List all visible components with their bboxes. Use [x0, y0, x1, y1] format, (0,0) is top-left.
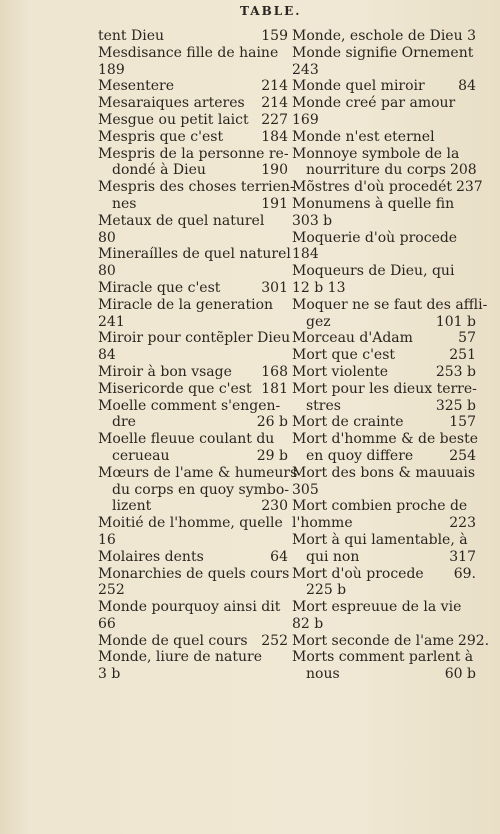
index-entry [98, 398, 288, 432]
entry-text-continued: qui non [306, 548, 360, 565]
page-reference: 251 [449, 347, 476, 364]
index-entry [292, 431, 479, 465]
index-entry [292, 632, 490, 650]
index-entry [292, 381, 476, 415]
entry-text: Mort des bons & mauuais [292, 464, 476, 481]
entry-text: Morceau d'Adam [292, 330, 413, 347]
entry-text: Miracle de la generation [98, 296, 274, 313]
entry-text: Metaux de quel naturel [98, 212, 265, 229]
entry-text: Moquerie d'où procede [292, 229, 458, 246]
index-entry [98, 566, 288, 600]
index-entry [98, 95, 288, 112]
entry-text-continued: 12 b 13 [292, 279, 346, 296]
page-header: TABLE. [240, 4, 302, 18]
index-entry [98, 146, 288, 180]
entry-text-continued: nes [112, 195, 137, 212]
index-entry [292, 498, 476, 532]
entry-text-continued: 16 [98, 531, 116, 548]
entry-text-continued: stres [306, 397, 341, 414]
entry-text: Molaires dents [98, 548, 204, 565]
index-entry [292, 146, 476, 180]
index-entry [98, 179, 295, 213]
index-entry [292, 45, 476, 79]
index-entry [292, 263, 476, 297]
index-entry [98, 246, 291, 280]
entry-text: tent Dieu [98, 28, 165, 44]
page-reference: 159 [261, 28, 288, 44]
index-entry [292, 129, 476, 146]
entry-text-continued: 305 [292, 481, 319, 498]
entry-text: Miracle que c'est [98, 279, 221, 296]
entry-text: lizent [112, 498, 152, 515]
index-entry [292, 649, 476, 683]
entry-text-continued: 241 [98, 313, 125, 330]
index-entry [98, 213, 288, 247]
index-entry [98, 330, 291, 364]
entry-text: Moqueurs de Dieu, qui [292, 263, 455, 280]
entry-text: Mineraílles de quel naturel [98, 246, 291, 263]
index-entry [292, 95, 476, 129]
entry-text: Monumens à quelle fin [292, 195, 455, 212]
entry-text: Mespris de la personne re- [98, 145, 289, 162]
page-reference: 301 [261, 279, 288, 296]
page-reference: 60 b [444, 666, 476, 683]
entry-text-continued: nourriture du corps [306, 162, 446, 179]
page-reference: 29 b [256, 447, 288, 464]
entry-text-continued: dre [112, 414, 136, 431]
index-entry [98, 28, 288, 45]
index-entry [98, 431, 288, 465]
entry-text: Mesgue ou petit laict [98, 111, 249, 128]
entry-text-continued: cerueau [112, 447, 170, 464]
entry-text-continued: 169 [292, 111, 319, 128]
page-reference: 69. [453, 565, 476, 582]
page-reference: 3 [467, 28, 476, 44]
entry-text: Moelle fleuue coulant du [98, 431, 275, 448]
entry-text-continued: en quoy differe [306, 447, 414, 464]
index-entry [98, 515, 288, 549]
entry-text-continued: 84 [98, 347, 116, 364]
index-entry [98, 45, 288, 79]
index-column-left [98, 28, 298, 683]
entry-text: Monde pourquoy ainsi dit [98, 599, 281, 616]
index-entry [98, 464, 298, 499]
entry-text: Monde, liure de nature [98, 649, 263, 666]
index-entry [292, 296, 488, 331]
entry-text: Mort pour les dieux terre- [292, 380, 477, 397]
entry-text-continued: 66 [98, 615, 116, 632]
entry-text: Mort d'homme & de beste [292, 431, 479, 448]
index-entry [98, 78, 288, 95]
page-reference: 190 [261, 162, 288, 179]
index-entry [292, 179, 483, 196]
entry-text: Mort espreuue de la vie [292, 599, 462, 616]
index-entry [98, 364, 288, 381]
entry-text: Mort combien proche de [292, 498, 468, 515]
page-reference: 101 b [435, 313, 476, 330]
index-entry [292, 582, 476, 599]
index-entry [98, 649, 288, 683]
page-reference: 84 [458, 78, 476, 95]
page-reference: 184 [261, 128, 288, 145]
entry-text-continued: nous [306, 666, 340, 683]
index-entry [292, 566, 476, 583]
entry-text: Moelle comment s'engen- [98, 397, 281, 414]
page-reference: 317 [449, 548, 476, 565]
index-entry [292, 196, 476, 230]
index-entry [98, 112, 288, 129]
entry-text: Mort violente [292, 363, 389, 380]
page-reference: 214 [261, 95, 288, 112]
index-entry [292, 230, 476, 264]
entry-text: Monnoye symbole de la [292, 145, 460, 162]
page-reference: 230 [261, 498, 288, 515]
index-entry [292, 465, 476, 499]
entry-text-continued: 303 b [292, 212, 333, 229]
entry-text: Monarchies de quels cours [98, 565, 290, 582]
entry-text: Misericorde que c'est [98, 380, 252, 397]
entry-text: Mœurs de l'ame & humeurs [98, 464, 298, 481]
page-reference: 254 [449, 447, 476, 464]
entry-text: Mort de crainte [292, 414, 404, 431]
index-entry [292, 532, 476, 566]
entry-text-continued: du corps en quoy symbo- [112, 481, 289, 498]
index-entry [98, 381, 288, 398]
entry-text: Miroir à bon vsage [98, 363, 232, 380]
page-reference: 214 [261, 78, 288, 95]
page-reference: 223 [449, 515, 476, 532]
entry-text: Monde signifie Ornement [292, 44, 474, 61]
page-reference: 181 [261, 380, 288, 397]
index-entry [98, 129, 288, 146]
entry-text-continued: 184 [292, 246, 319, 263]
page-reference: 64 [270, 548, 288, 565]
page-reference: 292. [457, 632, 490, 649]
entry-text-continued: dondé à Dieu [112, 162, 206, 179]
entry-text-continued: 80 [98, 263, 116, 280]
entry-text: Mespris des choses terrien- [98, 179, 295, 196]
page-reference: 157 [449, 414, 476, 431]
index-entry [292, 414, 476, 431]
entry-text-continued: 82 b [292, 615, 324, 632]
entry-text: Monde, eschole de Dieu [292, 28, 463, 44]
index-column-right [292, 28, 490, 683]
entry-text-continued: l'homme [292, 515, 353, 532]
entry-text: Monde n'est eternel [292, 128, 435, 145]
entry-text: Mesentere [98, 78, 174, 95]
index-entry [292, 28, 476, 45]
entry-text: Mesaraiques arteres [98, 95, 245, 112]
entry-text: Mort seconde de l'ame [292, 632, 454, 649]
index-entry [98, 633, 288, 650]
page-reference: 227 [261, 111, 288, 128]
index-entry [292, 78, 476, 95]
entry-text-continued: gez [306, 313, 331, 330]
entry-text: Mespris que c'est [98, 128, 224, 145]
entry-text: Mort que c'est [292, 347, 396, 364]
index-entry [98, 297, 288, 331]
page-reference: 208 [449, 162, 477, 179]
entry-text-continued: 80 [98, 229, 116, 246]
index-entry [292, 330, 476, 347]
entry-text-continued: 243 [292, 61, 319, 78]
entry-text-continued: 252 [98, 582, 125, 599]
page-reference: 252 [261, 632, 288, 649]
index-entry [98, 599, 288, 633]
entry-text: Mõstres d'où procedét [292, 179, 452, 196]
page-reference: 26 b [256, 414, 288, 431]
entry-text: Mort d'où procede [292, 565, 424, 582]
index-entry [98, 280, 288, 297]
index-entry [292, 347, 476, 364]
entry-text: Moquer ne se faut des affli- [292, 296, 488, 313]
index-entry [292, 364, 476, 381]
page-reference: 168 [261, 363, 288, 380]
entry-text: Mesdisance fille de haine [98, 44, 279, 61]
page-reference: 253 b [435, 363, 476, 380]
page-reference: 57 [458, 330, 476, 347]
entry-text: 225 b [306, 582, 347, 599]
entry-text-continued: 3 b [98, 666, 121, 683]
entry-text-continued: 189 [98, 61, 125, 78]
page-reference: 191 [261, 195, 288, 212]
page-reference: 325 b [435, 397, 476, 414]
page-reference: 237 [455, 179, 483, 196]
index-entry [98, 498, 288, 515]
index-entry [98, 549, 288, 566]
entry-text: Monde quel miroir [292, 78, 425, 95]
index-entry [292, 599, 476, 633]
entry-text: Monde creé par amour [292, 95, 456, 112]
entry-text: Miroir pour contẽpler Dieu [98, 330, 291, 347]
entry-text: Moitié de l'homme, quelle [98, 515, 283, 532]
entry-text: Morts comment parlent à [292, 649, 474, 666]
entry-text: Mort à qui lamentable, à [292, 531, 468, 548]
entry-text: Monde de quel cours [98, 632, 248, 649]
